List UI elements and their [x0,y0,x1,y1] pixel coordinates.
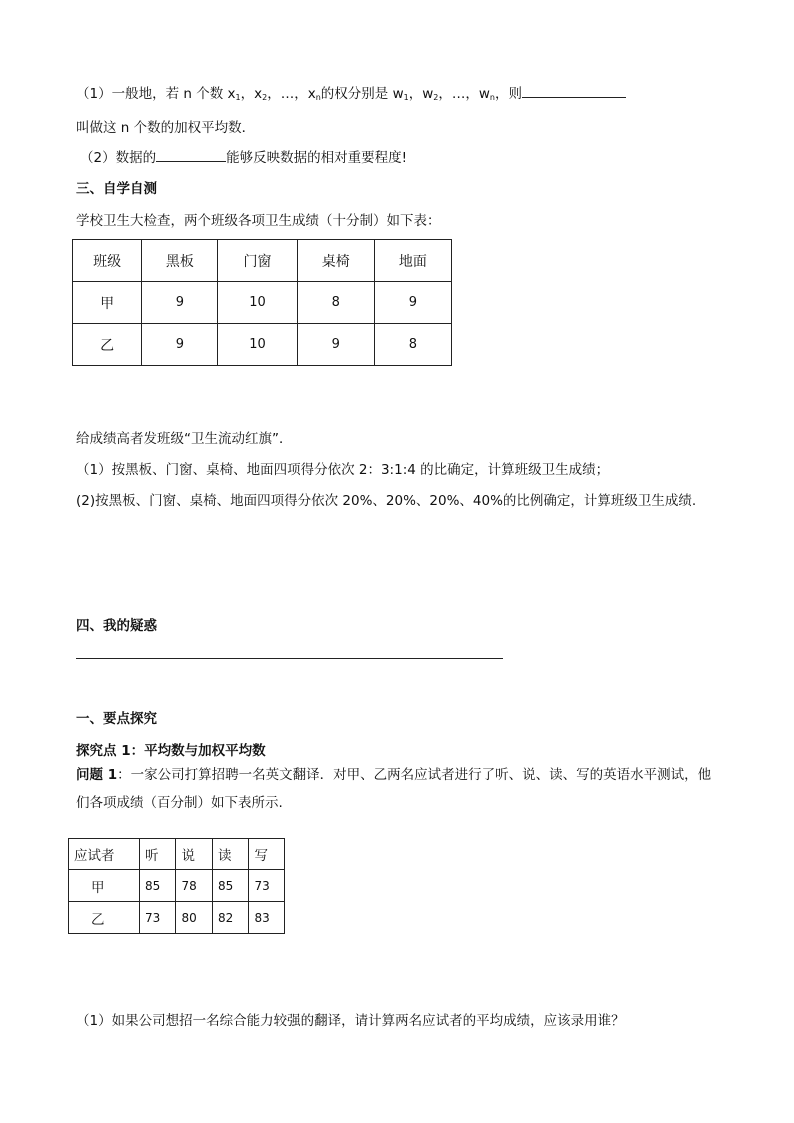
table-header: 读 [212,839,249,870]
table-cell: 73 [249,870,285,902]
table-header: 听 [139,839,176,870]
answer-line [76,658,503,659]
table-header: 地面 [374,240,451,282]
table-cell: 9 [374,282,451,324]
table-header: 应试者 [69,839,140,870]
table-cell: 8 [374,324,451,366]
table-header: 门窗 [218,240,297,282]
table-cell: 85 [212,870,249,902]
intro-line-3: （2）数据的 能够反映数据的相对重要程度! [80,146,407,166]
weighted-mean-blank [522,83,626,98]
weight-blank [156,147,226,162]
table-cell: 80 [176,902,213,934]
table-header: 写 [249,839,285,870]
table-cell: 9 [142,324,218,366]
table-cell: 甲 [69,870,140,902]
section-4-heading: 四、我的疑惑 [76,618,157,634]
table-header: 桌椅 [297,240,374,282]
table-header: 说 [176,839,213,870]
problem-1-line-1: 问题 1：一家公司打算招聘一名英文翻译．对甲、乙两名应试者进行了听、说、读、写的英语水平测试，他 [76,767,712,783]
table-cell: 9 [142,282,218,324]
table-header: 黑板 [142,240,218,282]
explore-point-1: 探究点 1：平均数与加权平均数 [76,743,266,759]
problem-label: 问题 1 [76,767,118,783]
section-3-heading: 三、自学自测 [76,181,157,197]
intro-line-2: 叫做这 n 个数的加权平均数． [76,120,256,136]
section-3-question-2: (2)按黑板、门窗、桌椅、地面四项得分依次 20%、20%、20%、40%的比例确定，计算班级卫生成绩. [76,493,697,509]
table-cell: 10 [218,282,297,324]
table-cell: 82 [212,902,249,934]
table-cell: 73 [139,902,176,934]
table-cell: 85 [139,870,176,902]
applicant-score-table [68,838,285,934]
table-row [69,902,285,934]
table-cell: 9 [297,324,374,366]
table-cell: 78 [176,870,213,902]
table-row [73,324,452,366]
table-header: 班级 [73,240,142,282]
table-cell: 甲 [73,282,142,324]
table-cell: 乙 [73,324,142,366]
section-3-question-1: （1）按黑板、门窗、桌椅、地面四项得分依次 2：3:1:4 的比确定，计算班级卫生成绩； [76,462,610,478]
table-cell: 10 [218,324,297,366]
table-row [69,870,285,902]
table-cell: 乙 [69,902,140,934]
section-3-intro: 学校卫生大检查，两个班级各项卫生成绩（十分制）如下表： [76,213,441,229]
explore-question-1: （1）如果公司想招一名综合能力较强的翻译，请计算两名应试者的平均成绩，应该录用谁？ [76,1013,625,1029]
hygiene-score-table [72,239,452,366]
table-cell: 83 [249,902,285,934]
flag-text: 给成绩高者发班级“卫生流动红旗”． [76,431,293,447]
problem-1-line-2: 们各项成绩（百分制）如下表所示. [76,795,283,811]
table-row [73,282,452,324]
table-cell: 8 [297,282,374,324]
explore-heading: 一、要点探究 [76,711,157,727]
intro-line-1: （1）一般地，若 n 个数 $x_1$，$x_2$，…，$x_n$的权分别是 $w_1$，$w_2$，…，$w_n$，则 [76,82,626,102]
